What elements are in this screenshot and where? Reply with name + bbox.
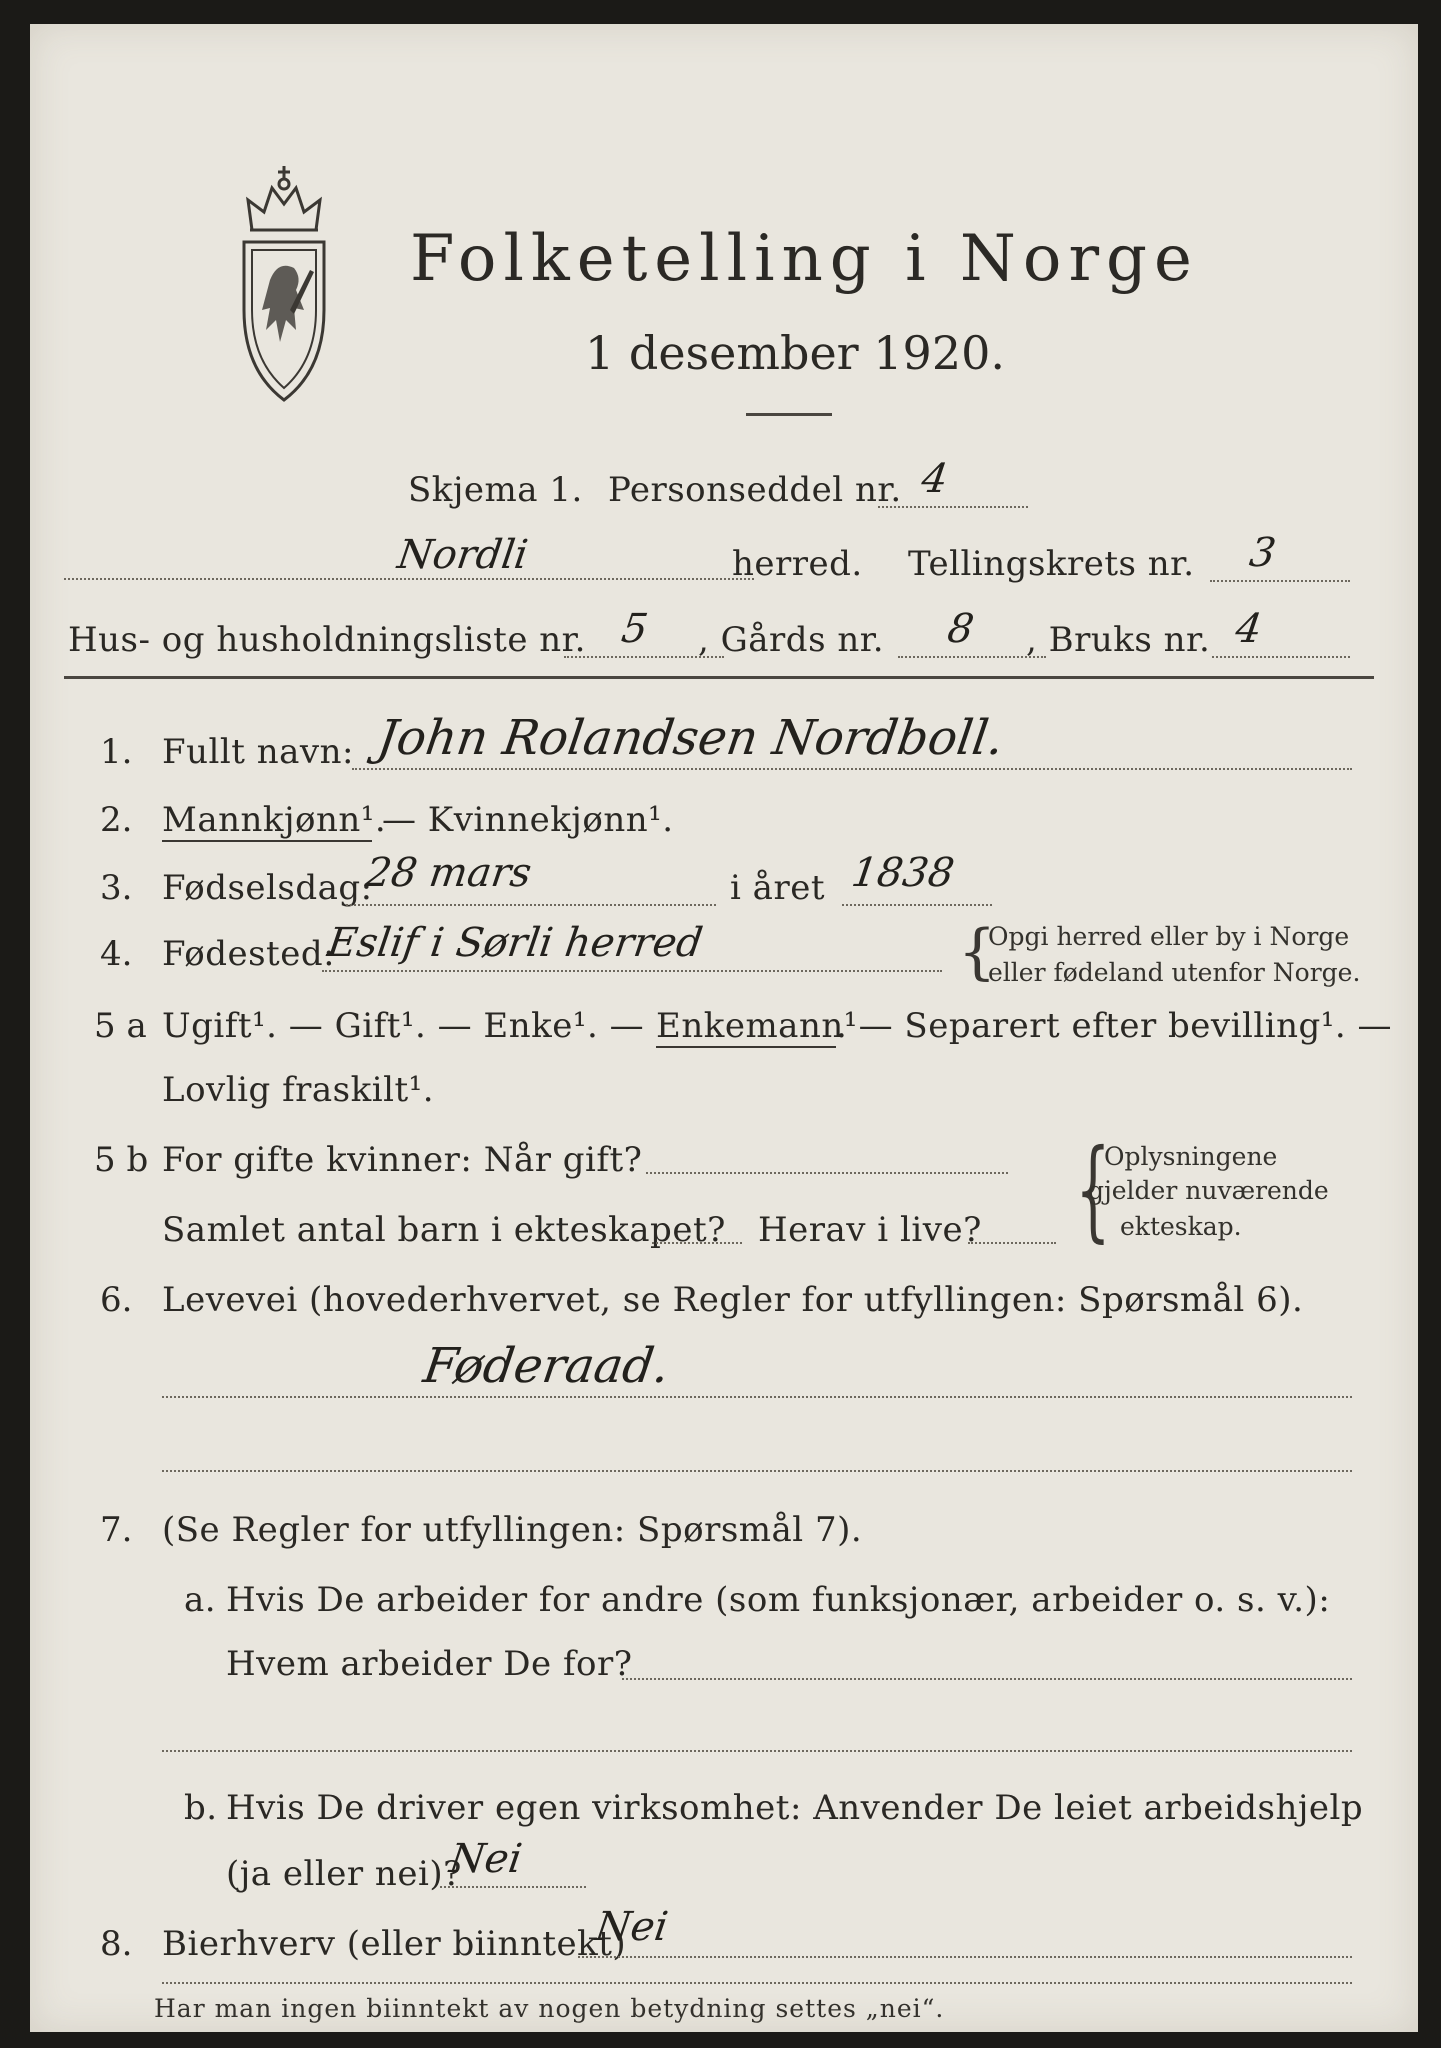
q5b-married-line (646, 1172, 1008, 1174)
norway-coat-of-arms-icon (230, 160, 338, 410)
q6-number: 6. (100, 1280, 133, 1320)
q6-label: Levevei (hovederhvervet, se Regler for utfyllingen: Spørsmål 6). (162, 1280, 1304, 1320)
q6-line-1 (162, 1396, 1352, 1398)
q5a-options-pre: Ugift¹. — Gift¹. — Enke¹. — (162, 1006, 645, 1046)
q5a-number: 5 a (94, 1006, 147, 1046)
q5a-selected-underline (656, 1046, 836, 1048)
herred-line (64, 578, 754, 580)
bruks-label: , Bruks nr. (1026, 620, 1211, 660)
q2-male-underline (162, 840, 372, 842)
q3-line (346, 904, 716, 906)
q1-label: Fullt navn: (162, 732, 354, 772)
bruks-value: 4 (1232, 606, 1265, 652)
herred-value: Nordli (394, 532, 531, 578)
tellingskrets-line (1210, 580, 1350, 582)
q3-value: 28 mars (362, 850, 535, 896)
q5b-note-2: gjelder nuværende (1088, 1176, 1329, 1205)
form-title: Folketelling i Norge (410, 222, 1199, 296)
q3-number: 3. (100, 868, 133, 908)
q3-year-value: 1838 (848, 850, 958, 896)
q7a-line1: Hvis De arbeider for andre (som funksjonær, arbeider o. s. v.): (226, 1580, 1331, 1620)
q5b-children-label: Samlet antal barn i ekteskapet? (162, 1210, 726, 1250)
q7b-line2: (ja eller nei)? (226, 1854, 462, 1894)
q5b-number: 5 b (94, 1140, 149, 1180)
q5a-selected: Enkemann¹ (656, 1006, 858, 1046)
gards-label: , Gårds nr. (698, 620, 885, 660)
q1-number: 1. (100, 732, 133, 772)
hus-value: 5 (618, 606, 651, 652)
census-form (30, 24, 1418, 2032)
q5b-alive-line (968, 1242, 1056, 1244)
q8-extra-line (162, 1982, 1352, 1984)
skjema-label: Skjema 1. (408, 470, 583, 510)
title-divider (746, 413, 832, 416)
q4-value: Eslif i Sørli herred (324, 920, 706, 966)
q7b-line (440, 1886, 586, 1888)
tellingskrets-label: Tellingskrets nr. (908, 544, 1195, 584)
gards-line (898, 656, 1046, 658)
q3-label: Fødselsdag: (162, 868, 373, 908)
q8-value: Nei (592, 1904, 671, 1950)
q1-value: John Rolandsen Nordboll. (374, 710, 1008, 766)
personseddel-value: 4 (918, 456, 951, 502)
q4-note-2: eller fødeland utenfor Norge. (988, 958, 1361, 987)
q5a-line2: Lovlig fraskilt¹. (162, 1070, 435, 1110)
personseddel-label: Personseddel nr. (608, 470, 902, 510)
q5b-line1: For gifte kvinner: Når gift? (162, 1140, 643, 1180)
q6-value: Føderaad. (420, 1338, 673, 1394)
q7a-employer-line (622, 1678, 1352, 1680)
header-rule (64, 676, 1374, 679)
q8-number: 8. (100, 1924, 133, 1964)
q8-line (578, 1956, 1352, 1958)
q5b-alive-label: Herav i live? (758, 1210, 982, 1250)
bruks-line (1212, 656, 1350, 658)
gards-value: 8 (944, 606, 977, 652)
herred-label: herred. (732, 544, 863, 584)
q3-year-label: i året (730, 868, 825, 908)
q4-line (322, 970, 942, 972)
q6-line-2 (162, 1470, 1352, 1472)
q4-label: Fødested: (162, 934, 336, 974)
q4-number: 4. (100, 934, 133, 974)
q5a-options-post: . — Separert efter bevilling¹. — (836, 1006, 1393, 1046)
q2-female: — Kvinnekjønn¹. (382, 800, 674, 840)
q2-male: Mannkjønn¹. (162, 800, 387, 840)
tellingskrets-value: 3 (1246, 530, 1279, 576)
q2-number: 2. (100, 800, 133, 840)
hus-label: Hus- og husholdningsliste nr. (68, 620, 586, 660)
q5b-note-1: Oplysningene (1104, 1142, 1278, 1171)
q7-number: 7. (100, 1510, 133, 1550)
q7a-letter: a. (184, 1580, 217, 1620)
q7-label: (Se Regler for utfyllingen: Spørsmål 7). (162, 1510, 863, 1550)
q5b-note-3: ekteskap. (1120, 1212, 1242, 1241)
personseddel-line (878, 506, 1028, 508)
q7b-line1: Hvis De driver egen virksomhet: Anvender De leiet arbeidshjelp (226, 1788, 1364, 1828)
footer-note: Har man ingen biinntekt av nogen betydning settes „nei“. (154, 1994, 945, 2023)
q5b-brace: { (1075, 1125, 1111, 1253)
q7a-line2: Hvem arbeider De for? (226, 1644, 633, 1684)
q4-brace: { (958, 917, 997, 987)
q4-note-1: Opgi herred eller by i Norge (988, 922, 1350, 951)
q8-label: Bierhverv (eller biinntekt) (162, 1924, 627, 1964)
q5b-children-line (652, 1242, 742, 1244)
q7a-extra-line (162, 1750, 1352, 1752)
q3-year-line (842, 904, 992, 906)
form-date: 1 desember 1920. (585, 326, 1005, 380)
q7b-letter: b. (184, 1788, 218, 1828)
q7b-value: Nei (446, 1836, 525, 1882)
q1-line (352, 768, 1352, 770)
